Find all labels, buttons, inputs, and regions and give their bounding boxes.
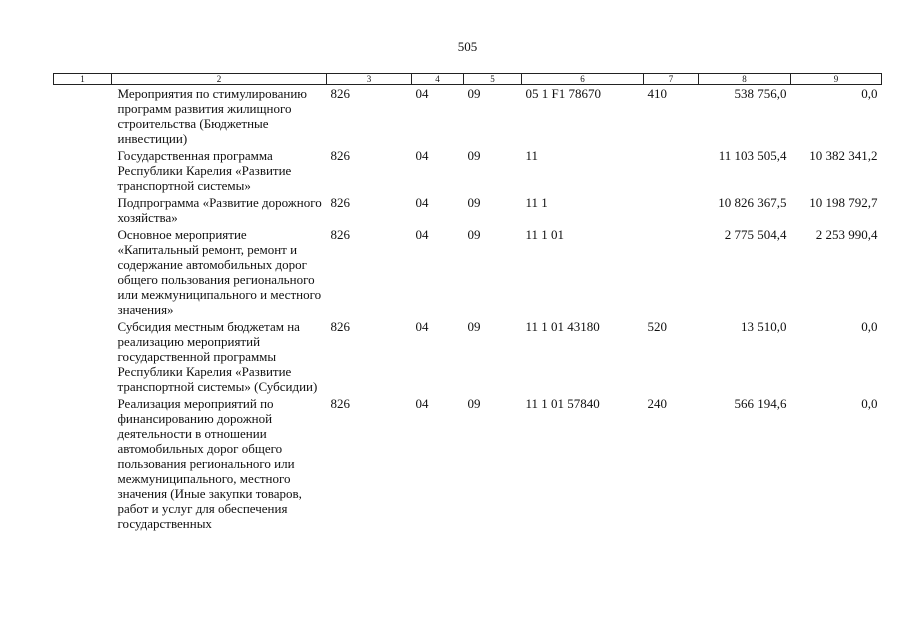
column-header-5: 5 [464,74,522,85]
column-header-8: 8 [699,74,791,85]
table-header [54,74,882,85]
cell-amount-year1: 10 826 367,5 [718,195,787,210]
column-header-1: 1 [54,74,112,85]
cell-ministry-code: 826 [330,396,350,411]
cell-expense-type [644,226,699,318]
cell-target-article: 11 1 [525,195,548,210]
header-row [54,74,882,85]
cell-subsection: 09 [467,148,481,163]
cell-subsection: 09 [467,396,481,411]
cell-name: Подпрограмма «Развитие дорожного хозяйства» [117,195,322,225]
cell-subsection: 09 [467,227,481,242]
cell-subsection: 09 [467,195,481,210]
cell-target-article: 11 [525,148,539,163]
cell-amount-year2: 10 382 341,2 [809,148,878,163]
cell-section: 04 [415,319,429,334]
page-number: 505 [457,39,478,54]
cell-section: 04 [415,148,429,163]
cell-amount-year1: 11 103 505,4 [718,148,787,163]
cell-name: Мероприятия по стимулированию программ развития жилищного строительства (Бюджетные инвестиции) [117,86,307,146]
cell-amount-year2: 0,0 [861,86,878,101]
column-header-4: 4 [412,74,464,85]
cell-ministry-code: 826 [330,195,350,210]
cell-expense-type: 520 [647,319,667,334]
cell-ministry-code: 826 [330,86,350,101]
cell-target-article: 05 1 F1 78670 [525,86,601,101]
column-header-2: 2 [112,74,327,85]
cell-empty [54,395,112,532]
table-row [54,395,882,532]
cell-empty [54,226,112,318]
cell-section: 04 [415,227,429,242]
column-header-7: 7 [644,74,699,85]
column-header-3: 3 [327,74,412,85]
cell-subsection: 09 [467,86,481,101]
cell-ministry-code: 826 [330,227,350,242]
table-row [54,226,882,318]
table-body [54,85,882,533]
cell-section: 04 [415,396,429,411]
cell-amount-year2: 0,0 [861,319,878,334]
cell-amount-year2: 10 198 792,7 [809,195,878,210]
column-header-9: 9 [791,74,882,85]
budget-table [53,73,882,532]
cell-amount-year1: 13 510,0 [741,319,787,334]
cell-target-article: 11 1 01 43180 [525,319,600,334]
cell-ministry-code: 826 [330,319,350,334]
cell-amount-year1: 2 775 504,4 [724,227,787,242]
cell-subsection: 09 [467,319,481,334]
cell-empty [54,318,112,395]
cell-name: Реализация мероприятий по финансированию дорожной деятельности в отношении автомобильных дорог общего пользования регионального или межмуниципального, местного значения (Иные закупки товаров, работ и услуг для обеспечения государственных [117,396,302,531]
cell-expense-type: 410 [647,86,667,101]
cell-target-article: 11 1 01 [525,227,565,242]
cell-section: 04 [415,86,429,101]
cell-amount-year1: 538 756,0 [734,86,787,101]
table-row [54,147,882,194]
cell-name: Государственная программа Республики Карелия «Развитие транспортной системы» [117,148,292,193]
cell-empty [54,85,112,148]
column-header-6: 6 [522,74,644,85]
table-row [54,318,882,395]
cell-amount-year1: 566 194,6 [734,396,787,411]
cell-target-article: 11 1 01 57840 [525,396,600,411]
cell-amount-year2: 2 253 990,4 [815,227,878,242]
cell-amount-year2: 0,0 [861,396,878,411]
cell-expense-type [644,147,699,194]
cell-expense-type [644,194,699,226]
table-row [54,194,882,226]
cell-ministry-code: 826 [330,148,350,163]
cell-expense-type: 240 [647,396,667,411]
table-row [54,85,882,148]
cell-empty [54,194,112,226]
cell-section: 04 [415,195,429,210]
cell-name: Основное мероприятие «Капитальный ремонт, ремонт и содержание автомобильных дорог общего пользования регионального или межмуниципального и местного значения» [117,227,322,317]
cell-name: Субсидия местным бюджетам на реализацию мероприятий государственной программы Республики Карелия «Развитие транспортной системы» (Субсидии) [117,319,318,394]
cell-empty [54,147,112,194]
